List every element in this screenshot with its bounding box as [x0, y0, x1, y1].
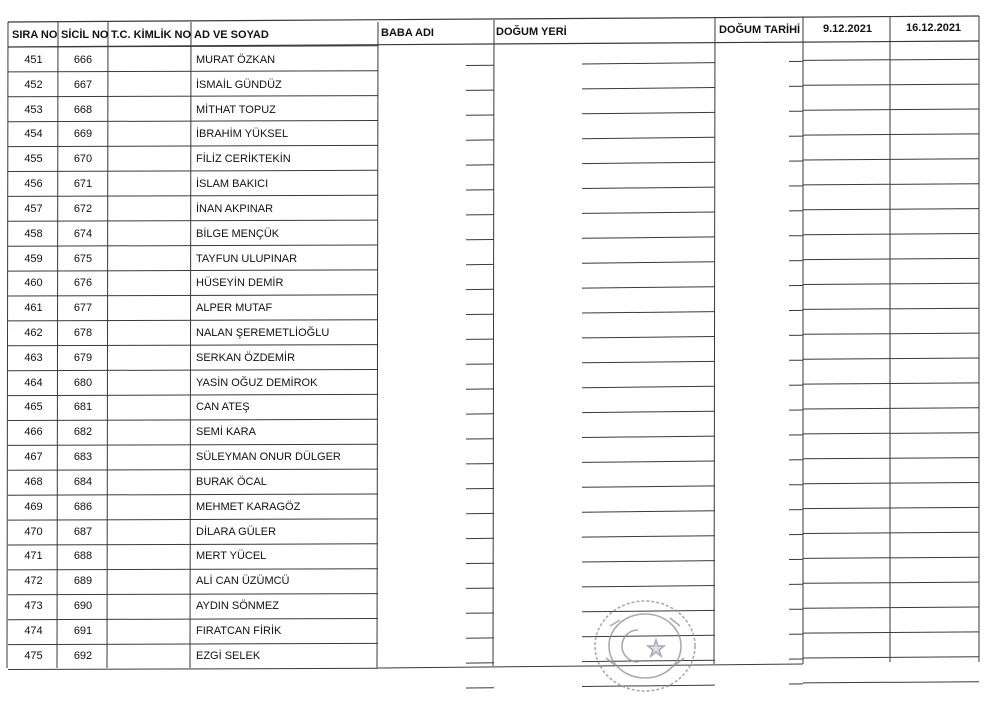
grid-line [803, 433, 979, 434]
row-sira-no: 463 [24, 351, 43, 364]
grid-line [582, 88, 715, 89]
header-date-1: 9.12.2021 [823, 23, 872, 35]
grid-line [8, 295, 378, 296]
row-ad-soyad: FIRATCAN FİRİK [196, 624, 282, 637]
grid-line [582, 262, 715, 263]
grid-line [8, 394, 378, 395]
row-sicil-no: 692 [73, 649, 93, 662]
row-sicil-no: 676 [73, 277, 93, 290]
row-sira-no: 451 [24, 54, 43, 66]
row-ad-soyad: BİLGE MENÇÜK [196, 227, 280, 240]
grid-line [8, 46, 378, 47]
row-sira-no: 462 [24, 327, 43, 340]
grid-line [8, 220, 378, 221]
grid-line [803, 682, 979, 683]
row-sicil-no: 681 [73, 401, 93, 414]
row-sira-no: 461 [24, 302, 43, 315]
grid-line [582, 511, 715, 512]
header-dogum-tarihi: DOĞUM TARİHİ [719, 24, 801, 36]
row-sira-no: 470 [24, 525, 43, 538]
row-ad-soyad: ALPER MUTAF [196, 302, 273, 315]
grid-line [803, 557, 979, 558]
row-sira-no: 466 [24, 426, 43, 439]
row-sicil-no: 677 [73, 302, 93, 315]
grid-line [8, 519, 378, 520]
row-sira-no: 455 [24, 153, 43, 166]
row-sicil-no: 666 [73, 54, 93, 66]
grid-line [582, 411, 715, 412]
row-ad-soyad: NALAN ŞEREMETLİOĞLU [196, 327, 330, 340]
grid-line [582, 361, 715, 362]
grid-line [803, 383, 979, 384]
row-sicil-no: 672 [73, 202, 93, 215]
row-ad-soyad: BURAK ÖCAL [196, 475, 267, 488]
grid-line [8, 71, 378, 72]
grid-line [8, 594, 378, 595]
row-sicil-no: 675 [73, 252, 93, 265]
grid-line [8, 195, 378, 196]
grid-line [8, 320, 378, 321]
row-ad-soyad: MURAT ÖZKAN [196, 54, 276, 66]
row-ad-soyad: DİLARA GÜLER [196, 525, 277, 538]
row-sicil-no: 682 [73, 426, 93, 439]
row-sicil-no: 689 [73, 575, 93, 588]
row-sira-no: 471 [24, 550, 43, 563]
grid-line [803, 483, 979, 484]
grid-line [803, 607, 979, 608]
row-sicil-no: 667 [73, 78, 93, 91]
row-sira-no: 460 [24, 277, 43, 290]
header-ad-soyad: AD VE SOYAD [194, 29, 269, 41]
grid-line [8, 370, 378, 371]
grid-line [803, 657, 979, 658]
grid-line [803, 234, 979, 235]
grid-line [582, 436, 715, 437]
grid-line [57, 22, 58, 668]
row-ad-soyad: HÜSEYİN DEMİR [196, 277, 284, 290]
grid-line [377, 22, 378, 668]
grid-line [582, 112, 715, 113]
grid-line [803, 283, 979, 284]
row-sira-no: 473 [24, 600, 43, 613]
row-ad-soyad: MİTHAT TOPUZ [196, 103, 276, 116]
grid-line [582, 162, 715, 163]
row-ad-soyad: AYDIN SÖNMEZ [196, 600, 279, 613]
grid-line [8, 170, 378, 171]
grid-line [8, 145, 378, 146]
grid-line [8, 121, 378, 122]
grid-line [582, 486, 715, 487]
row-sicil-no: 688 [73, 550, 93, 563]
grid-line [582, 337, 715, 338]
grid-line [8, 96, 378, 97]
grid-line [582, 536, 715, 537]
grid-line [803, 458, 979, 459]
row-ad-soyad: TAYFUN ULUPINAR [196, 252, 298, 265]
grid-line [7, 22, 8, 668]
header-tc-kimlik-no: T.C. KİMLİK NO [111, 29, 192, 41]
grid-line [582, 561, 715, 562]
row-sicil-no: 679 [73, 351, 93, 364]
row-sicil-no: 690 [73, 600, 93, 613]
grid-line [8, 270, 378, 271]
grid-line [582, 63, 715, 64]
row-sira-no: 459 [24, 252, 43, 265]
grid-line [803, 632, 979, 633]
row-ad-soyad: SERKAN ÖZDEMİR [196, 351, 296, 364]
grid-line [8, 668, 378, 669]
grid-line [8, 444, 378, 445]
row-ad-soyad: CAN ATEŞ [196, 401, 250, 414]
header-date-2: 16.12.2021 [906, 22, 962, 34]
grid-line [8, 619, 378, 620]
row-sira-no: 458 [24, 227, 43, 240]
grid-line [803, 358, 979, 359]
grid-line [493, 20, 494, 666]
grid-line [8, 569, 378, 570]
row-sira-no: 468 [24, 475, 43, 488]
grid-line [803, 507, 979, 508]
grid-line [582, 212, 715, 213]
row-ad-soyad: SEMİ KARA [196, 426, 256, 439]
row-sicil-no: 670 [73, 153, 93, 166]
grid-line [582, 237, 715, 238]
grid-line [582, 386, 715, 387]
grid-line [8, 494, 378, 495]
row-sicil-no: 678 [73, 327, 93, 340]
row-sira-no: 464 [24, 376, 43, 389]
grid-line [803, 159, 979, 160]
grid-line [582, 187, 715, 188]
row-sira-no: 454 [24, 128, 43, 141]
row-sira-no: 465 [24, 401, 43, 414]
header-dogum-yeri: DOĞUM YERİ [496, 26, 567, 38]
row-sicil-no: 687 [73, 525, 93, 538]
grid-line [803, 134, 979, 135]
row-sira-no: 457 [24, 202, 43, 215]
row-ad-soyad: FİLİZ CERİKTEKİN [196, 153, 291, 166]
grid-line [714, 18, 715, 664]
row-ad-soyad: EZGİ SELEK [196, 649, 261, 662]
grid-line [8, 544, 378, 545]
grid-line [8, 345, 378, 346]
row-ad-soyad: İBRAHİM YÜKSEL [196, 128, 289, 141]
row-sicil-no: 671 [73, 178, 93, 191]
grid-line [582, 586, 715, 587]
row-sicil-no: 668 [73, 103, 93, 116]
grid-line [803, 532, 979, 533]
grid-line [8, 245, 378, 246]
grid-line [8, 643, 378, 644]
row-ad-soyad: MERT YÜCEL [196, 550, 267, 563]
row-ad-soyad: İSLAM BAKICI [196, 178, 269, 191]
row-sicil-no: 691 [73, 624, 93, 637]
grid-line [803, 59, 979, 60]
grid-line [8, 469, 378, 470]
grid-line [803, 209, 979, 210]
row-sicil-no: 669 [73, 128, 93, 141]
grid-line [803, 408, 979, 409]
row-sicil-no: 686 [73, 500, 93, 513]
header-baba-adi: BABA ADI [381, 27, 434, 39]
grid-line [803, 258, 979, 259]
row-ad-soyad: MEHMET KARAGÖZ [196, 500, 301, 513]
row-sira-no: 475 [24, 649, 43, 662]
grid-line [8, 419, 378, 420]
grid-line [582, 287, 715, 288]
grid-line [582, 312, 715, 313]
header-sira-no: SIRA NO [12, 29, 58, 41]
row-ad-soyad: SÜLEYMAN ONUR DÜLGER [196, 451, 341, 464]
grid-line [803, 308, 979, 309]
grid-line [803, 84, 979, 85]
grid-line [803, 582, 979, 583]
row-sicil-no: 683 [73, 451, 93, 464]
grid-line [803, 184, 979, 185]
row-ad-soyad: ALİ CAN ÜZÜMCÜ [196, 575, 290, 588]
row-ad-soyad: İSMAİL GÜNDÜZ [196, 78, 282, 91]
grid-line [582, 137, 715, 138]
grid-line [107, 22, 108, 668]
row-sira-no: 456 [24, 178, 43, 191]
header-sicil-no: SİCİL NO [61, 29, 109, 41]
official-seal-stamp [590, 596, 700, 696]
row-sira-no: 472 [24, 575, 43, 588]
row-sira-no: 469 [24, 500, 43, 513]
row-sicil-no: 684 [73, 475, 93, 488]
row-sira-no: 467 [24, 451, 43, 464]
row-sira-no: 474 [24, 624, 43, 637]
grid-line [582, 461, 715, 462]
row-sicil-no: 680 [73, 376, 93, 389]
row-ad-soyad: YASİN OĞUZ DEMİROK [196, 376, 318, 389]
row-sira-no: 452 [24, 78, 43, 91]
row-sira-no: 453 [24, 103, 43, 116]
row-ad-soyad: İNAN AKPINAR [196, 202, 274, 215]
row-sicil-no: 674 [73, 227, 93, 240]
grid-line [803, 333, 979, 334]
grid-line [190, 22, 191, 668]
grid-line [803, 109, 979, 110]
